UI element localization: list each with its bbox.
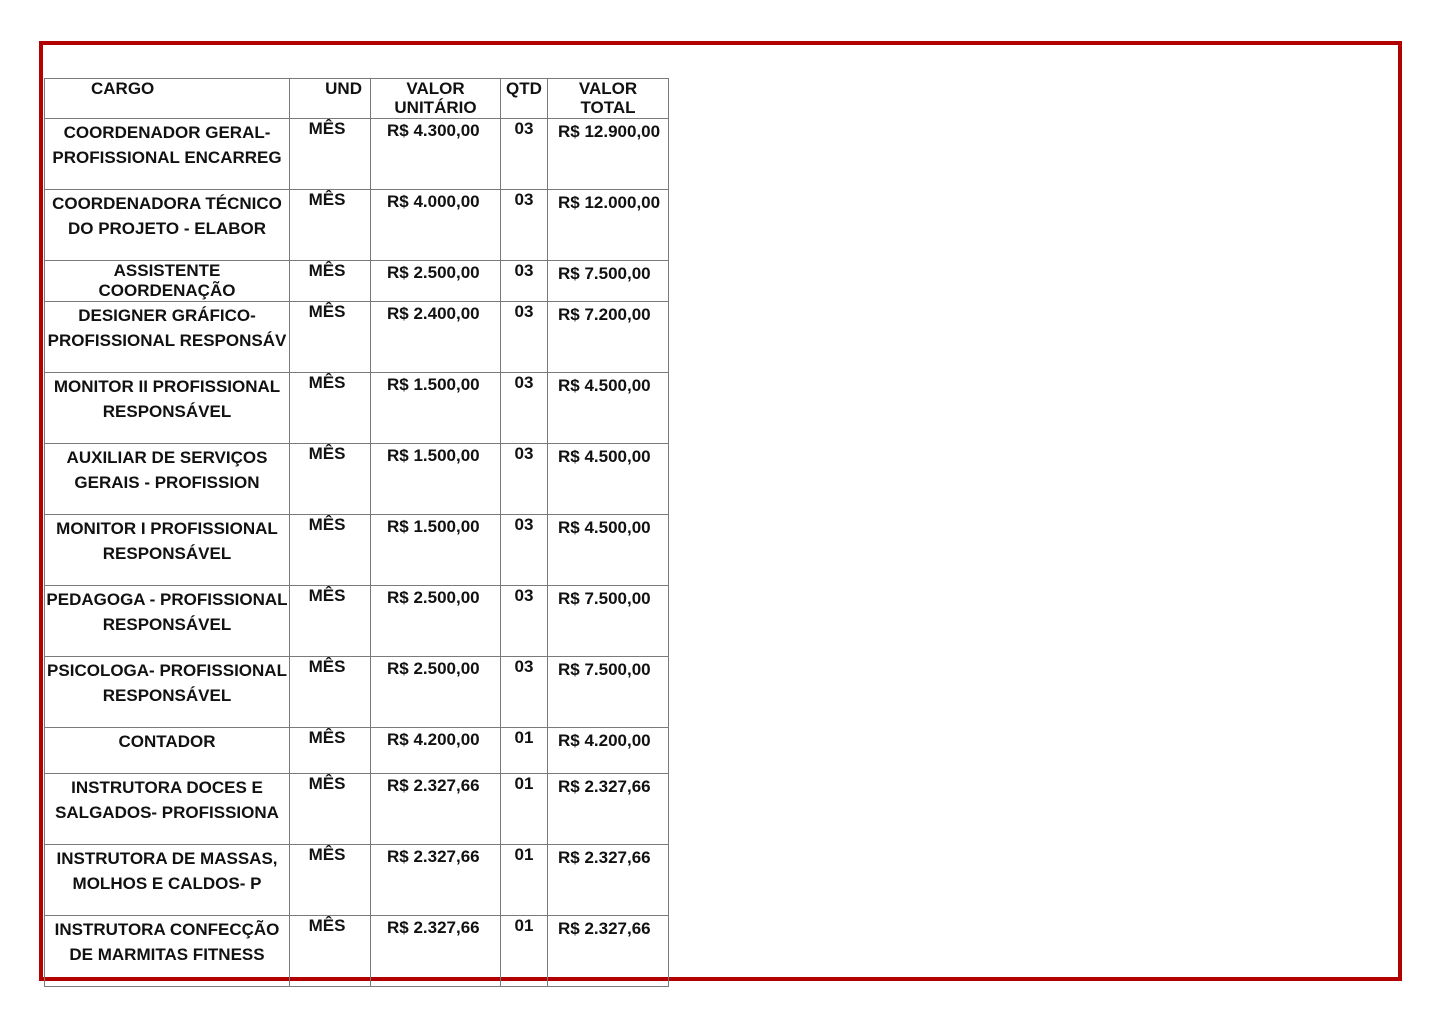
cell-qtd (501, 728, 548, 774)
table-header-row (45, 79, 669, 119)
budget-table (44, 78, 669, 987)
cell-valor-unitario (371, 657, 501, 728)
table-row (45, 261, 669, 302)
cell-qtd-text: 01 (514, 774, 534, 793)
cell-valor-unitario (371, 586, 501, 657)
table-row (45, 302, 669, 373)
cell-valor-unitario-text: R$ 2.327,66 (387, 847, 480, 866)
cell-qtd (501, 119, 548, 190)
table-row (45, 774, 669, 845)
header-qtd: QTD (501, 79, 548, 119)
table-row (45, 515, 669, 586)
table-row (45, 845, 669, 916)
cell-und-text: MÊS (308, 444, 346, 463)
cell-valor-unitario (371, 444, 501, 515)
cell-und-text: MÊS (308, 261, 346, 280)
cell-und-text: MÊS (308, 728, 346, 747)
cell-valor-unitario-text: R$ 2.400,00 (387, 304, 480, 323)
cell-cargo-text: INSTRUTORA CONFECÇÃO DE MARMITAS FITNESS (54, 920, 280, 964)
cell-cargo-text: INSTRUTORA DOCES E SALGADOS- PROFISSIONA (55, 778, 279, 822)
cell-valor-total (548, 302, 669, 373)
cell-valor-unitario-text: R$ 2.327,66 (387, 776, 480, 795)
cell-valor-unitario-text: R$ 1.500,00 (387, 375, 480, 394)
table-row (45, 190, 669, 261)
cell-valor-total-text: R$ 4.500,00 (558, 447, 651, 466)
cell-valor-unitario-text: R$ 2.500,00 (387, 263, 480, 282)
cell-und-text: MÊS (308, 373, 346, 392)
cell-qtd (501, 444, 548, 515)
header-valor-total: VALOR TOTAL (548, 79, 669, 119)
cell-cargo-text: MONITOR I PROFISSIONAL RESPONSÁVEL (56, 519, 278, 563)
cell-cargo (45, 728, 290, 774)
cell-valor-total (548, 373, 669, 444)
cell-qtd (501, 302, 548, 373)
cell-valor-total (548, 261, 669, 302)
cell-cargo (45, 444, 290, 515)
cell-und (290, 515, 371, 586)
cell-valor-total (548, 190, 669, 261)
cell-und-text: MÊS (308, 190, 346, 209)
cell-qtd (501, 916, 548, 987)
cell-und (290, 845, 371, 916)
cell-qtd-text: 03 (514, 373, 534, 392)
cell-qtd (501, 373, 548, 444)
cell-valor-unitario (371, 774, 501, 845)
cell-qtd-text: 03 (514, 515, 534, 534)
cell-und (290, 261, 371, 302)
cell-cargo-text: DESIGNER GRÁFICO-PROFISSIONAL RESPONSÁV (47, 306, 287, 350)
cell-valor-unitario-text: R$ 4.000,00 (387, 192, 480, 211)
cell-valor-total (548, 845, 669, 916)
table-row (45, 657, 669, 728)
cell-qtd-text: 03 (514, 302, 534, 321)
cell-valor-total-text: R$ 7.500,00 (558, 660, 651, 679)
cell-valor-total-text: R$ 4.500,00 (558, 518, 651, 537)
cell-cargo (45, 515, 290, 586)
cell-valor-unitario (371, 728, 501, 774)
cell-valor-unitario (371, 916, 501, 987)
cell-valor-total (548, 728, 669, 774)
cell-und (290, 774, 371, 845)
cell-und (290, 302, 371, 373)
cell-und-text: MÊS (308, 916, 346, 935)
cell-valor-unitario-text: R$ 2.500,00 (387, 588, 480, 607)
cell-valor-unitario (371, 302, 501, 373)
cell-cargo-text: PSICOLOGA- PROFISSIONAL RESPONSÁVEL (47, 661, 287, 705)
cell-valor-unitario-text: R$ 1.500,00 (387, 446, 480, 465)
cell-valor-total-text: R$ 7.500,00 (558, 264, 651, 283)
cell-qtd (501, 774, 548, 845)
cell-valor-unitario-text: R$ 4.200,00 (387, 730, 480, 749)
cell-cargo-text: MONITOR II PROFISSIONAL RESPONSÁVEL (53, 377, 281, 421)
cell-und (290, 586, 371, 657)
cell-und-text: MÊS (308, 119, 346, 138)
cell-valor-total-text: R$ 7.500,00 (558, 589, 651, 608)
cell-valor-total (548, 774, 669, 845)
cell-cargo (45, 373, 290, 444)
cell-cargo (45, 302, 290, 373)
cell-cargo (45, 774, 290, 845)
cell-cargo-text: PEDAGOGA - PROFISSIONAL RESPONSÁVEL (46, 590, 288, 634)
cell-valor-total (548, 657, 669, 728)
cell-cargo (45, 119, 290, 190)
cell-valor-unitario (371, 190, 501, 261)
cell-valor-total (548, 586, 669, 657)
cell-und (290, 444, 371, 515)
header-und: UND (290, 79, 371, 119)
cell-und (290, 657, 371, 728)
cell-valor-unitario-text: R$ 4.300,00 (387, 121, 480, 140)
cell-valor-total (548, 916, 669, 987)
cell-valor-unitario (371, 515, 501, 586)
cell-und (290, 373, 371, 444)
cell-cargo (45, 586, 290, 657)
cell-valor-total (548, 119, 669, 190)
cell-valor-total (548, 444, 669, 515)
cell-cargo-text: COORDENADORA TÉCNICO DO PROJETO - ELABOR (52, 194, 282, 238)
cell-valor-unitario-text: R$ 1.500,00 (387, 517, 480, 536)
cell-valor-total-text: R$ 4.500,00 (558, 376, 651, 395)
cell-valor-total-text: R$ 7.200,00 (558, 305, 651, 324)
cell-und-text: MÊS (308, 302, 346, 321)
cell-cargo (45, 657, 290, 728)
cell-qtd-text: 01 (514, 916, 534, 935)
cell-qtd-text: 03 (514, 586, 534, 605)
cell-valor-total-text: R$ 4.200,00 (558, 731, 651, 750)
cell-qtd-text: 03 (514, 119, 534, 138)
cell-qtd-text: 03 (514, 444, 534, 463)
table-row (45, 444, 669, 515)
table-row (45, 586, 669, 657)
table-row (45, 373, 669, 444)
cell-qtd (501, 586, 548, 657)
cell-qtd-text: 01 (514, 845, 534, 864)
cell-qtd (501, 261, 548, 302)
cell-valor-total (548, 515, 669, 586)
cell-valor-total-text: R$ 2.327,66 (558, 777, 651, 796)
cell-cargo (45, 845, 290, 916)
cell-qtd (501, 657, 548, 728)
cell-valor-unitario (371, 119, 501, 190)
cell-und (290, 916, 371, 987)
cell-cargo (45, 261, 290, 302)
cell-und (290, 190, 371, 261)
cell-qtd-text: 03 (514, 261, 534, 280)
cell-und-text: MÊS (308, 774, 346, 793)
cell-qtd (501, 515, 548, 586)
cell-valor-total-text: R$ 12.000,00 (558, 193, 661, 212)
cell-und-text: MÊS (308, 845, 346, 864)
table-row (45, 119, 669, 190)
cell-cargo-text: CONTADOR (118, 732, 216, 751)
cell-cargo-text: INSTRUTORA DE MASSAS, MOLHOS E CALDOS- P (56, 849, 278, 893)
cell-qtd-text: 03 (514, 657, 534, 676)
cell-cargo (45, 916, 290, 987)
cell-valor-unitario (371, 845, 501, 916)
cell-valor-unitario-text: R$ 2.327,66 (387, 918, 480, 937)
cell-qtd (501, 845, 548, 916)
cell-valor-total-text: R$ 12.900,00 (558, 122, 661, 141)
table-row (45, 728, 669, 774)
header-valor-unitario: VALOR UNITÁRIO (371, 79, 501, 119)
cell-valor-total-text: R$ 2.327,66 (558, 848, 651, 867)
cell-qtd-text: 01 (514, 728, 534, 747)
cell-qtd (501, 190, 548, 261)
cell-cargo (45, 190, 290, 261)
cell-cargo-text: AUXILIAR DE SERVIÇOS GERAIS - PROFISSION (66, 448, 268, 492)
table-row (45, 916, 669, 987)
cell-qtd-text: 03 (514, 190, 534, 209)
cell-und-text: MÊS (308, 515, 346, 534)
cell-valor-total-text: R$ 2.327,66 (558, 919, 651, 938)
cell-und (290, 728, 371, 774)
cell-valor-unitario (371, 373, 501, 444)
cell-und (290, 119, 371, 190)
cell-valor-unitario-text: R$ 2.500,00 (387, 659, 480, 678)
header-cargo: CARGO (45, 79, 290, 119)
cell-und-text: MÊS (308, 657, 346, 676)
cell-valor-unitario (371, 261, 501, 302)
cell-und-text: MÊS (308, 586, 346, 605)
cell-cargo-text: ASSISTENTE COORDENAÇÃO (98, 261, 236, 300)
cell-cargo-text: COORDENADOR GERAL-PROFISSIONAL ENCARREG (52, 123, 282, 167)
